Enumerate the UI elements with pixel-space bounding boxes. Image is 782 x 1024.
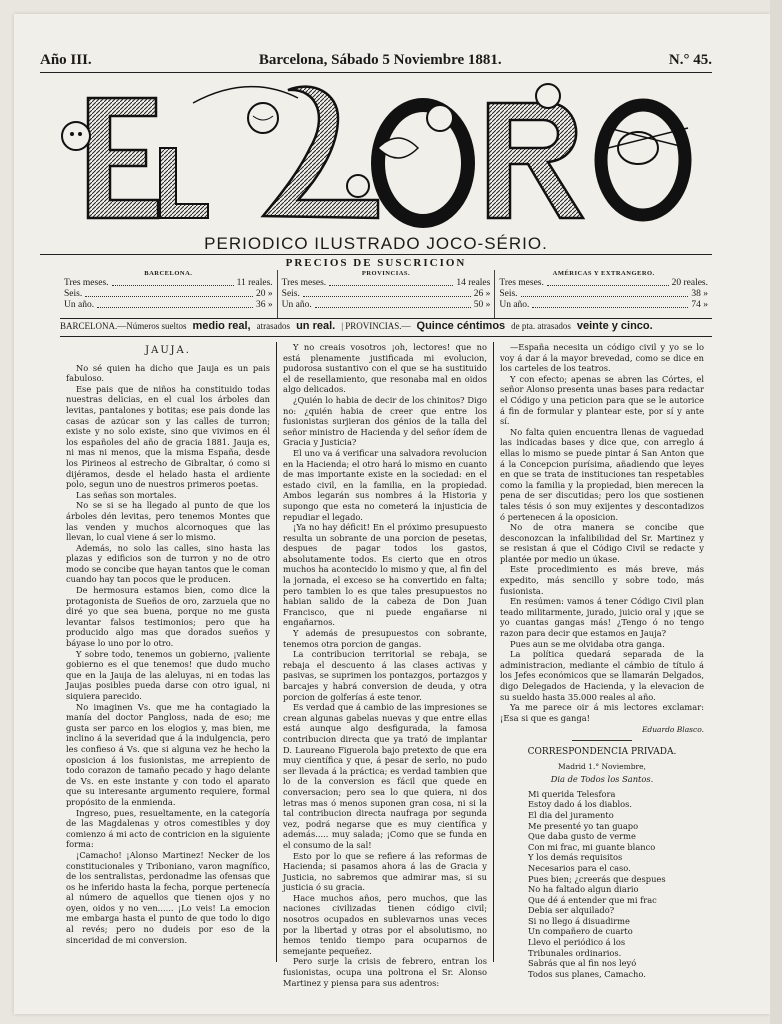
paragraph: ¡Ya no hay déficit! En el próximo presupuesto resulta un sobrante de una porcion de pesetas, despues de pagar todos los gastos, absolutamente todos. Es cierto que en otros muchos ha acontecido lo mismo y que, al fin del la jornada, el exceso se ha convertido en falta; pero tambien lo es que tales presupuestos no habian salido de la cabeza de Don Juan Francisco, que ni puede engañarse ni engañarnos. [283, 522, 487, 628]
verse-line: Sabrás que al fin nos leyó [528, 958, 637, 969]
page-edge [770, 0, 782, 1024]
issue-number: N.° 45. [668, 52, 712, 68]
paragraph: Ingreso, pues, resueltamente, en la categoría de las Magdalenas y otros comestibles y doy comienzo á mi acto de contricion en la siguiente forma: [66, 807, 270, 850]
paragraph: La contribucion territorial se rebaja, se rebaja el descuento á las clases activas y pasivas, se suprimen los pontazgos, portazgos y barcajes y habrá conversion de deuda, y otra porcion de golferías á este tenor. [283, 649, 487, 702]
price-row: Tres meses. 11 reales. [64, 278, 273, 288]
price-column-barcelona [60, 270, 277, 318]
verse-line: Necesarios para el caso. [528, 862, 631, 873]
price-heading: BARCELONA. [144, 270, 193, 277]
masthead-illustration [48, 78, 728, 234]
paragraph: El uno va á verificar una salvadora revolucion en la Hacienda; el otro hará lo mismo en cuanto de mas importante existe en la sociedad: en el estado civil, en la familia, en la propiedad. Ambos legarán sus nombres á la Historia y supongo que esta no cometerá la injusticia de repudiar el legado. [283, 447, 487, 522]
paragraph: No se si se ha llegado al punto de que los árboles dén levitas, pero tenemos Montes que las venden y muchos alcornoques que las llevan, lo cual viene á ser lo mismo. [66, 500, 270, 543]
divider [572, 740, 632, 741]
price-row: Un año. 50 » [281, 300, 491, 310]
paragraph: Y no creais vosotros ¡oh, lectores! que no está plenamente justificada mi evolucion, pudorosa sustantivo con el que se ha sustituido el de resellamiento, que resonaba mal en oidos algo delicados. [283, 342, 487, 395]
price-heading: PROVINCIAS. [361, 270, 411, 277]
verse-line: Si no llego á disuadirme [528, 915, 630, 926]
signature: Eduardo Blasco. [641, 725, 704, 735]
column-1 [60, 342, 276, 962]
verse-line: Mi querida Telesfora [528, 788, 616, 799]
paragraph: Pero surje la crisis de febrero, entran los fusionistas, ocupa una poltrona el Sr. Alonso Martinez y piensa para sus adentros: [283, 956, 487, 988]
paragraph: ¿Quién lo habia de decir de los chinitos? Digo no: ¿quién habia de creer que entre los fusionistas surjieran dos génios de la talla del señor ministro de Hacienda y del señor ídem de Gracia y Justicia? [283, 394, 487, 448]
header-rule [40, 72, 712, 73]
paragraph: Y con efecto; apenas se abren las Córtes, el señor Alonso presenta unas bases para redactar el Código y una peticion para que se le autorice á fin de formular y plantear este, por sí y ante sí. [500, 373, 704, 427]
paragraph: Hace muchos años, pero muchos, que las naciones civilizadas tienen código civil; nosotros ocupados en sublevarnos unas veces por la libertad y otras por el absolutismo, no hemos tenido tiempo para ocuparnos de semejante pequeñez. [283, 892, 487, 956]
price-notice: BARCELONA.—Números sueltos medio real, atrasados un real. | PROVINCIAS.— Quince céntimos de pta. atrasados veinte y cinco. [60, 320, 653, 332]
price-row: Tres meses. 14 reales [281, 278, 491, 288]
verse-line: Todos sus planes, Camacho. [528, 968, 646, 979]
verse-line: Y los demás requisitos [528, 852, 623, 863]
price-row: Tres meses. 20 reales. [499, 278, 709, 288]
paragraph: Pues aun se me olvidaba otra ganga. [510, 638, 665, 649]
price-row: Un año. 36 » [64, 300, 273, 310]
header-line [40, 52, 712, 69]
verse-line: Debia ser alquilado? [528, 905, 615, 916]
price-row: Seis. 26 » [281, 289, 491, 299]
letter-place: Madrid 1.° Noviembre, [558, 761, 646, 771]
paragraph: Las señas son mortales. [76, 489, 177, 500]
price-heading: AMÉRICAS Y EXTRANGERO. [552, 270, 655, 277]
price-column-americas [494, 270, 712, 318]
paragraph: En resúmen: vamos á tener Código Civil plan teado militarmente, jurado, juicio oral y ¡que se yo cuantas gangas más! ¿Tengo ó no tengo razon para decir que estamos en Jauja? [500, 596, 704, 639]
dateline: Barcelona, Sábado 5 Noviembre 1881. [258, 52, 502, 68]
price-column-provincias [277, 270, 495, 318]
verse-line: Que dé á entender que mi frac [528, 894, 657, 905]
subtitle: PERIODICO ILUSTRADO JOCO-SÉRIO. [204, 234, 548, 253]
subtitle-rule [40, 254, 712, 255]
paragraph: La política quedará separada de la administracion, mediante el cámbio de título á los Jefes económicos que se llamarán Delgados, digo Delegados de Hacienda, y la elevacion de su sueldo hasta 35.000 reales al año. [500, 649, 704, 702]
paragraph: Ese pais que de niños ha constituido todas nuestras delicias, en el cual los árboles dan levitas, pantalones y botitas; ese pais donde las casas de azúcar son y las calles de turron; existe y no solo existe, sino que vivimos en él los españoles del año de gracia 1881. Jauja es, ni mas ni menos, que la misma España, desde los Pirineos al estrecho de Gibraltar, ó como si dijéramos, desde el helado hasta el ardiente polo, segun uno de nuestros primeros poetas. [66, 383, 270, 490]
precios-title: PRECIOS DE SUSCRICION [285, 257, 467, 269]
paragraph: —España necesita un código civil y yo se lo voy á dar á la mayor brevedad, como se dice en los carteles de los teatros. [500, 342, 704, 374]
article-columns [60, 342, 710, 988]
paragraph: ¡Camacho! ¡Alonso Martinez! Necker de los constitucionales y Triboniano, varon magnífico, de los sentralistas, perdonadme las ofensas que os he inferido hasta la fecha, porque pertenecía al número de aquellos que tienen ojos y no oyen, oidos y no ven...... ¡Lo veis! La emocion me embarga hasta el punto de que todo lo digo al revés; pero no dudeis por eso de la sinceridad de mi conversion. [66, 849, 270, 945]
paragraph: Este procedimiento es más breve, más expedito, más sencillo y sobre todo, más fusionista. [500, 564, 704, 596]
paragraph: Es verdad que á cambio de las impresiones se crean algunas gabelas nuevas y que entre ellas está aunque algo desfigurada, la famosa contribucion directa que ya trató de implantar D. Laureano Figuerola bajo pretexto de que era muy científica y que, á pesar de serlo, no pudo ser llevada á la práctica; es verdad tambien que lo de la conversion es fácil que quede en conversacion; pero sea lo que quiera, ni dos letras mas ó menos suponen gran cosa, ni si la tal contribucion directa naufraga por segunda vez, podrá negarse que es muy científica y además..... muy salada; ¡Como que se funda en el consumo de la sal! [283, 702, 487, 850]
verse-line: Pues bien; ¿creerás que despues [528, 873, 666, 884]
verse-line: Tribunales ordinarios. [528, 947, 622, 958]
paragraph: No de otra manera se concibe que desconozcan la infalibilidad del Sr. Martinez y se resistan á que el Código Civil se redacte y plantée por medio un úkase. [500, 522, 704, 564]
verse-line: Me presenté yo tan guapo [528, 820, 639, 831]
verse-line: Llevo el periódico á los [528, 937, 626, 948]
verse-line: Un compañero de cuarto [528, 926, 633, 937]
letter-day: Dia de Todos los Santos. [550, 774, 654, 785]
verse-line: El dia del juramento [528, 809, 614, 820]
verse-line: No ha faltado algun diario [528, 884, 639, 895]
verse-line: Con mi frac, mi guante blanco [528, 841, 656, 852]
paragraph: Además, no solo las calles, sino hasta las plazas y edificios son de turron y no de otro modo se concibe que hayan tantos que le coman cuando hay tan pocos que le producen. [66, 542, 270, 585]
price-table [60, 270, 712, 318]
price-row: Seis. 38 » [499, 289, 709, 299]
paragraph: Ya me parece oir á mis lectores exclamar: ¡Esa si que es ganga! [500, 702, 704, 723]
verse-line: Estoy dado á los diablos. [528, 799, 633, 810]
paragraph: De hermosura estamos bien, como dice la protagonista de Sueños de oro, zarzuela que no diré yo que sea buena, porque no me gusta levantar falsos testimonios; pero que ha producido algo mas que dorados sueños y báyase lo uno por lo otro. [66, 585, 270, 649]
paragraph: No imaginen Vs. que me ha contagiado la manía del doctor Pangloss, nada de eso; me gusta ser parco en los elogios y, mas bien, me inclino á la severidad que á la indulgencia, pero les confieso á Vs. que si alguna vez he hecho la oposicion á los fusionistas, me arrepiento de todo corazon de tamaño pecado y hago delante de Vs. en este instante y con todo el aparato que su interesante argumento requiere, formal propósito de la enmienda. [66, 701, 270, 807]
column-3 [494, 342, 710, 979]
price-row: Un año. 74 » [499, 300, 709, 310]
notice-rule [60, 336, 712, 337]
paragraph: Esto por lo que se refiere á las reformas de Hacienda; si pasamos ahora á las de Gracia y Justicia, no sabremos que admirar mas, si su justicia ó su gracia. [283, 850, 487, 893]
price-row: Seis. 20 » [64, 289, 273, 299]
paragraph: No sé quien ha dicho que Jauja es un pais fabuloso. [66, 362, 270, 384]
paragraph: Y sobre todo, tenemos un gobierno, ¡valiente gobierno es el que tenemos! que dudo mucho que en la Jauja de las aleluyas, ni en todas las Jaujas posibles pueda darse con otro igual, ni siquiera parecido. [66, 648, 270, 701]
column-2 [276, 342, 494, 988]
year-label: Año III. [40, 52, 92, 68]
price-rule [60, 318, 712, 319]
paragraph: Y además de presupuestos con sobrante, tenemos otra porcion de gangas. [283, 628, 487, 649]
verse-block [500, 789, 704, 980]
article-heading: JAUJA. [145, 345, 191, 356]
verse-line: Que daba gusto de verme [528, 831, 636, 842]
paragraph: No falta quien encuentra llenas de vaguedad las indicadas bases y dice que, con arreglo á ellas lo mismo se puede pintar á San Anton que á la Concepcion purísima, añadiendo que leyes en que se trata de instituciones tan respetables como la familia y la propiedad, bien merecen la pena de ser discutidas; pero los que sostienen tales tésis ó son muy exijentes y descontadizos ó pertenecen á la oposicion. [500, 426, 704, 522]
section-heading: CORRESPONDENCIA PRIVADA. [527, 746, 677, 757]
